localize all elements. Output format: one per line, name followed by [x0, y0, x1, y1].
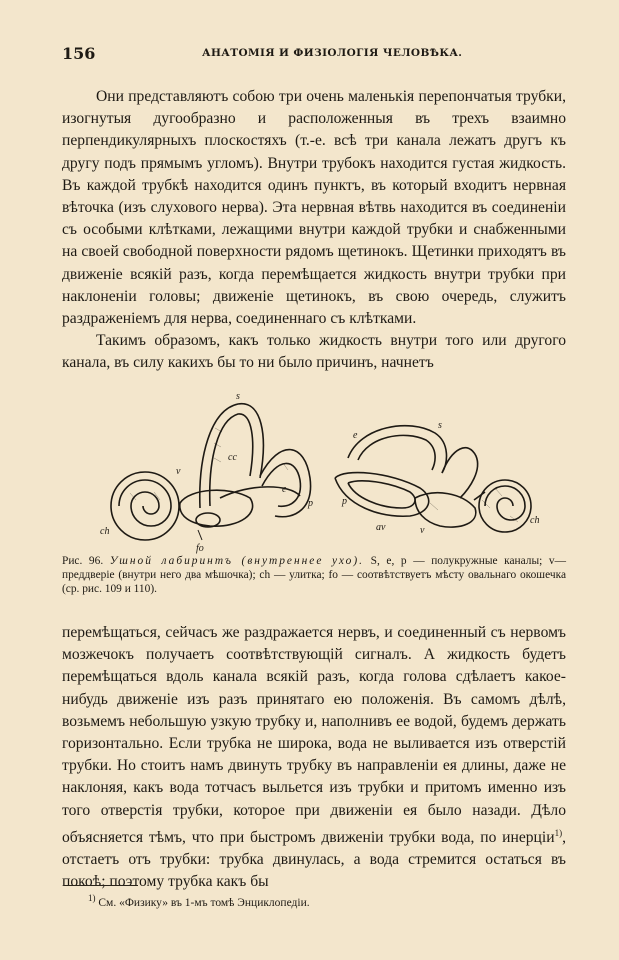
label-fo: fo — [196, 543, 204, 554]
caption-text: S, e, p — полукружные каналы; v—преддверіе (внутри него два мѣшочка); ch — улитка; fo — соотвѣтствуетъ мѣсту овальнаго окошечка (ср. рис. 109 и 110). — [62, 555, 566, 595]
footnote-ref[interactable]: 1) — [554, 827, 563, 838]
page-number: 156 — [62, 44, 96, 63]
label-e-left: e — [282, 484, 287, 495]
label-ch-right: ch — [530, 515, 540, 526]
label-cc: cc — [228, 452, 237, 463]
footnote-divider — [64, 885, 138, 886]
page-header — [62, 44, 561, 66]
labyrinth-illustration — [90, 388, 550, 558]
label-s-right: s — [438, 420, 442, 431]
footnote-marker: 1) — [88, 893, 96, 903]
paragraph-3-part-1: перемѣщаться, сейчасъ же раздражается нервъ, и соединенный съ нервомъ мозжечокъ получаетъ соотвѣтствующій сигналъ. А жидкость будетъ перемѣщаться вдоль канала всякій разъ, когда голова сдѣлаетъ какое-нибудь движеніе изъ разъ принятаго ею положенія. Въ самомъ дѣлѣ, возьмемъ небольшую узкую трубку и, наполнивъ ее водой, будемъ держать горизонтально. Если трубка не широка, вода не выливается изъ отверстій трубки. Но стоитъ намъ двинуть трубку въ направленіи ея длины, даже не наклоняя, какъ вода тотчасъ выльется изъ трубки и притомъ именно изъ того отверстія трубки, которое при движеніи ея было назади. Дѣло объясняется тѣмъ, что при быстромъ движеніи трубки вода, по инерціи — [62, 624, 566, 847]
caption-fig-number: Рис. 96. — [62, 555, 104, 567]
figure-caption — [62, 554, 566, 596]
footnote-text: См. «Физику» въ 1-мъ томѣ Энциклопедіи. — [98, 896, 310, 909]
running-title: АНАТОМІЯ И ФИЗІОЛОГІЯ ЧЕЛОВѢКА. — [202, 47, 463, 59]
right-labyrinth-drawing — [335, 426, 531, 532]
label-e-right: e — [353, 430, 358, 441]
label-p-left: p — [308, 498, 313, 509]
label-v-left: v — [176, 466, 181, 477]
label-av: av — [376, 522, 386, 533]
paragraph-3 — [62, 622, 566, 894]
figure-ear-labyrinth — [90, 388, 550, 558]
paragraph-2: Такимъ образомъ, какъ только жидкость внутри того или другого канала, въ силу какихъ бы то ни было причинъ, начнетъ — [62, 332, 566, 372]
right-superior-canal — [348, 426, 446, 473]
text-block-bottom — [62, 622, 566, 894]
label-s-left: s — [236, 391, 240, 402]
label-v-right: v — [420, 525, 425, 536]
paragraph-1: Они представляютъ собою три очень маленькія перепончатыя трубки, изогнутыя дугообразно и расположенныя въ трехъ взаимно перпендикулярныхъ плоскостяхъ (т.-е. всѣ три канала лежатъ другъ къ другу подъ прямымъ угломъ). Внутри трубокъ находится густая жидкость. Въ каждой трубкѣ находится одинъ пунктъ, въ который входитъ нервная вѣточка (изъ слухового нерва). Эта нервная вѣтвь находится въ соединеніи съ особыми клѣтками, лежащими внутри каждой трубки и снабженными на своей свободной поверхности рядомъ щетинокъ. Щетинки приходятъ въ движеніе всякій разъ, когда перемѣщается жидкость внутри трубки при наклоненіи головы; движеніе щетинокъ, въ свою очередь, служитъ раздраженіемъ для нерва, соединеннаго съ клѣтками. — [62, 88, 566, 328]
label-p-right: p — [342, 496, 347, 507]
caption-title: Ушной лабиринтъ (внутреннее ухо). — [109, 555, 365, 567]
paragraph-3-part-2: , отстаетъ отъ трубки: трубка двинулась, а вода стремится остаться въ покоѣ; поэтому трубка какъ бы — [62, 829, 566, 891]
label-ch-left: ch — [100, 526, 110, 537]
text-block-top — [62, 86, 566, 375]
footnote — [88, 893, 310, 909]
left-labyrinth-drawing — [111, 404, 311, 540]
